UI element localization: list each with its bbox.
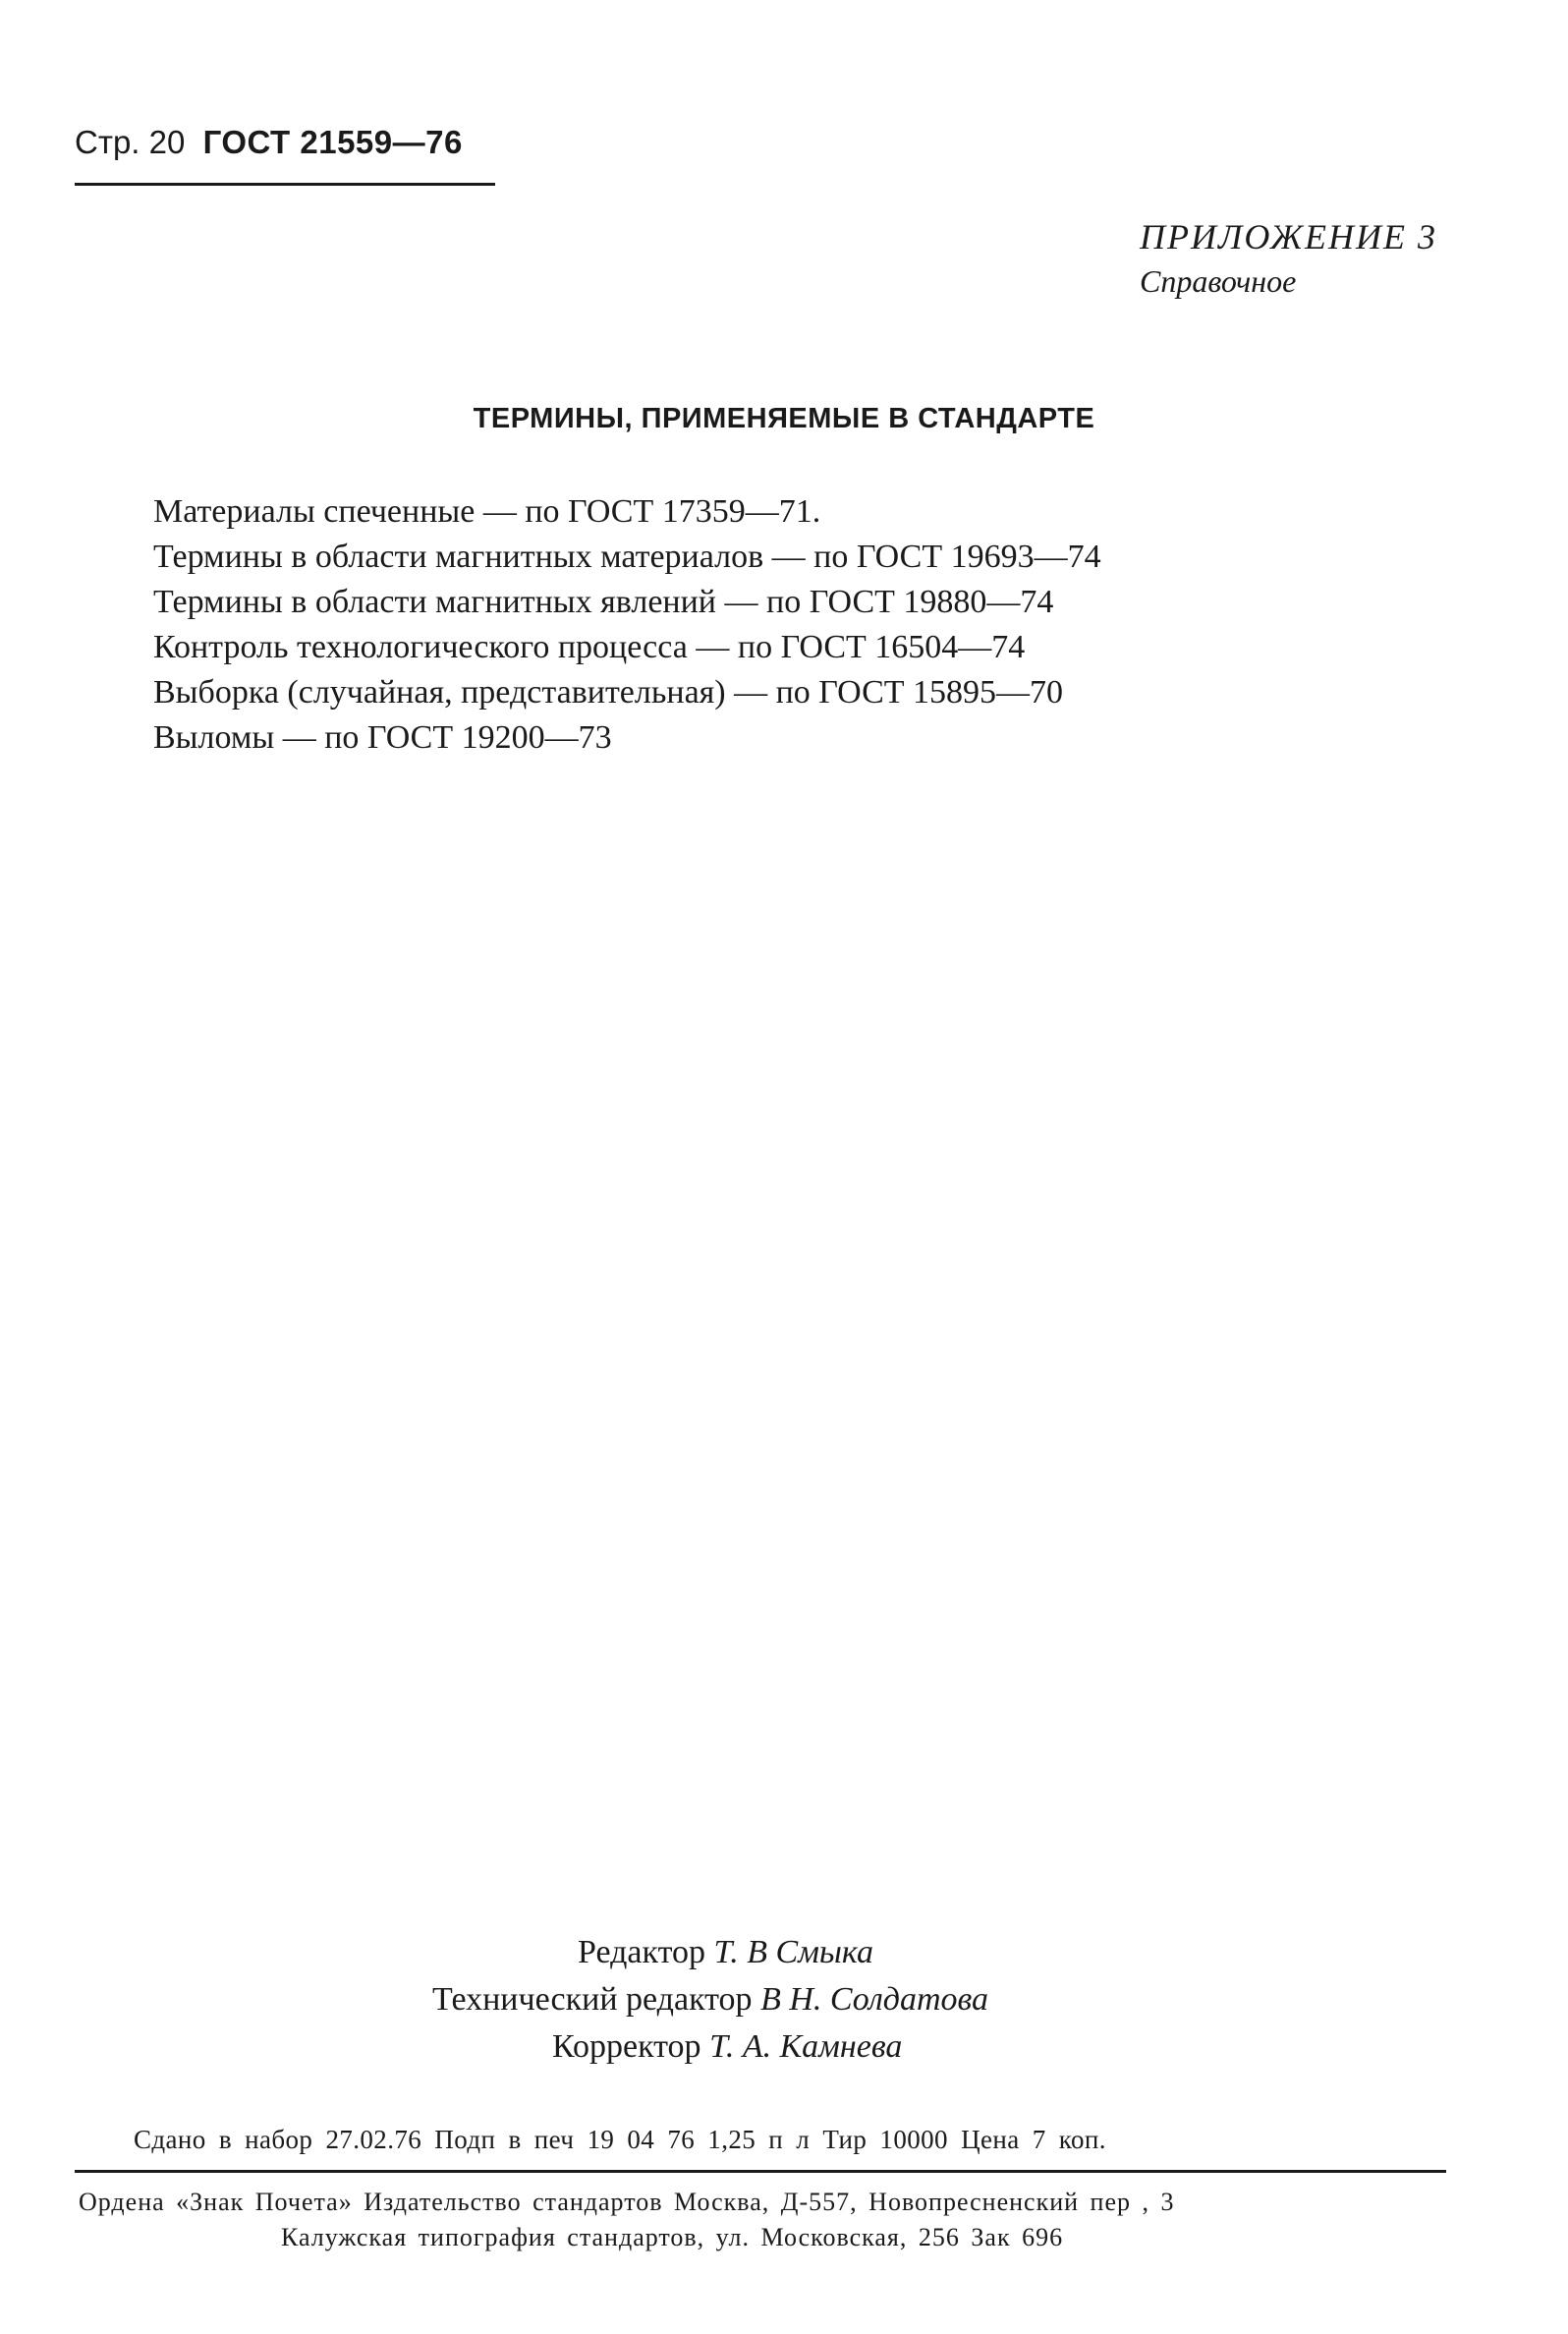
term-item: Контроль технологического процесса — по ГОСТ 16504—74: [153, 629, 1026, 665]
terms-list: [153, 489, 1101, 761]
corrector-name: Т. А. Камнева: [709, 2028, 903, 2065]
editor-role: Редактор: [578, 1934, 705, 1970]
term-item: Термины в области магнитных явлений — по ГОСТ 19880—74: [153, 584, 1054, 620]
printer-line-1: Ордена «Знак Почета» Издательство стандартов Москва, Д-557, Новопресненский пер , 3: [79, 2188, 1175, 2216]
tech-editor-name: В Н. Солдатова: [760, 1981, 989, 2018]
section-heading: ТЕРМИНЫ, ПРИМЕНЯЕМЫЕ В СТАНДАРТЕ: [473, 403, 1095, 434]
imprint-rule: [75, 2170, 1446, 2173]
standard-designation: ГОСТ 21559—76: [202, 124, 463, 160]
credit-tech-editor: [432, 1981, 988, 2019]
term-item: Выборка (случайная, представительная) — по ГОСТ 15895—70: [153, 674, 1064, 711]
header-rule: [75, 183, 495, 186]
credit-corrector: [552, 2028, 902, 2066]
printer-line-2: Калужская типография стандартов, ул. Московская, 256 Зак 696: [281, 2223, 1064, 2251]
tech-editor-role: Технический редактор: [432, 1981, 753, 2018]
appendix-title: ПРИЛОЖЕНИЕ 3: [1140, 217, 1437, 256]
term-item: Выломы — по ГОСТ 19200—73: [153, 719, 612, 756]
page-number: Стр. 20: [75, 124, 186, 160]
term-item: Материалы спеченные — по ГОСТ 17359—71.: [153, 493, 821, 530]
editor-name: Т. В Смыка: [713, 1934, 873, 1970]
term-item: Термины в области магнитных материалов — по ГОСТ 19693—74: [153, 539, 1101, 575]
credit-editor: [578, 1934, 873, 1971]
imprint-line: Сдано в набор 27.02.76 Подп в печ 19 04 76 1,25 п л Тир 10000 Цена 7 коп.: [134, 2125, 1106, 2154]
corrector-role: Корректор: [552, 2028, 701, 2065]
appendix-type: Справочное: [1140, 263, 1297, 299]
page-header: [75, 124, 463, 162]
